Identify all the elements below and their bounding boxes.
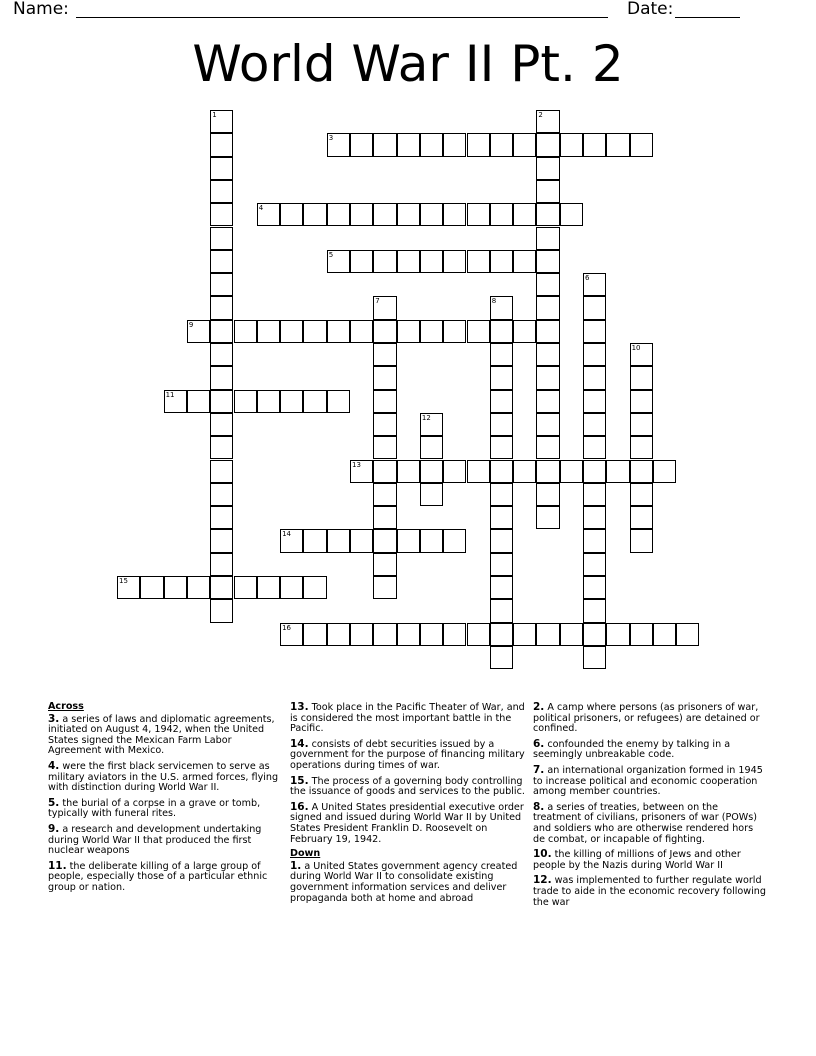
clue-text: a series of laws and diplomatic agreements, initiated on August 4, 1942, when the United States signed the Mexican Farm Labor Agreement with Mexico. xyxy=(48,713,275,757)
grid-cell[interactable] xyxy=(443,623,466,646)
grid-cell[interactable] xyxy=(467,203,490,226)
grid-cell[interactable] xyxy=(257,576,280,599)
grid-cell[interactable] xyxy=(513,250,536,273)
grid-cell[interactable] xyxy=(467,250,490,273)
grid-cell[interactable] xyxy=(420,413,443,436)
grid-cell[interactable] xyxy=(513,623,536,646)
grid-cell[interactable] xyxy=(373,203,396,226)
clue-number: 8 xyxy=(491,297,497,306)
grid-cell[interactable] xyxy=(210,390,233,413)
clue-label: 14. xyxy=(290,737,309,750)
grid-cell[interactable] xyxy=(583,623,606,646)
grid-cell[interactable] xyxy=(653,623,676,646)
grid-cell[interactable] xyxy=(630,366,653,389)
grid-cell[interactable] xyxy=(210,110,233,133)
grid-cell[interactable] xyxy=(350,203,373,226)
grid-cell[interactable] xyxy=(536,343,559,366)
grid-cell[interactable] xyxy=(210,227,233,250)
clue-number: 10 xyxy=(631,344,641,352)
grid-cell[interactable] xyxy=(606,623,629,646)
grid-cell[interactable] xyxy=(443,529,466,552)
grid-cell[interactable] xyxy=(583,553,606,576)
clue-label: 16. xyxy=(290,800,309,813)
clue-number: 13 xyxy=(352,460,361,469)
grid-cell[interactable] xyxy=(117,576,140,599)
grid-cell[interactable] xyxy=(583,273,606,296)
grid-cell[interactable] xyxy=(583,390,606,413)
grid-cell[interactable] xyxy=(443,320,466,343)
clue-label: 2. xyxy=(533,701,545,713)
clue xyxy=(48,798,283,820)
grid-cell[interactable] xyxy=(303,390,326,413)
clue-label: 11. xyxy=(48,859,67,872)
grid-cell[interactable] xyxy=(630,623,653,646)
grid-cell[interactable] xyxy=(513,320,536,343)
grid-cell[interactable] xyxy=(373,343,396,366)
grid-cell[interactable] xyxy=(397,250,420,273)
grid-cell[interactable] xyxy=(327,390,350,413)
grid-cell[interactable] xyxy=(490,413,513,436)
grid-cell[interactable] xyxy=(630,506,653,529)
grid-cell[interactable] xyxy=(630,133,653,156)
grid-cell[interactable] xyxy=(583,296,606,319)
clue-label: 6. xyxy=(533,737,545,750)
grid-cell[interactable] xyxy=(490,553,513,576)
grid-cell[interactable] xyxy=(303,529,326,552)
grid-cell[interactable] xyxy=(373,553,396,576)
grid-cell[interactable] xyxy=(560,623,583,646)
grid-cell[interactable] xyxy=(210,250,233,273)
grid-cell[interactable] xyxy=(630,529,653,552)
grid-cell[interactable] xyxy=(373,483,396,506)
grid-cell[interactable] xyxy=(210,157,233,180)
grid-cell[interactable] xyxy=(303,576,326,599)
grid-cell[interactable] xyxy=(443,203,466,226)
grid-cell[interactable] xyxy=(443,133,466,156)
grid-cell[interactable] xyxy=(373,576,396,599)
grid-cell[interactable] xyxy=(210,436,233,459)
grid-cell[interactable] xyxy=(467,623,490,646)
clue-label: 13. xyxy=(290,701,309,713)
grid-cell[interactable] xyxy=(420,436,443,459)
grid-cell[interactable] xyxy=(513,203,536,226)
grid-cell[interactable] xyxy=(583,506,606,529)
clue xyxy=(290,802,525,845)
grid-cell[interactable] xyxy=(327,203,350,226)
grid-cell[interactable] xyxy=(350,529,373,552)
grid-cell[interactable] xyxy=(210,343,233,366)
grid-cell[interactable] xyxy=(164,390,187,413)
clue xyxy=(533,765,768,798)
grid-cell[interactable] xyxy=(630,460,653,483)
clue xyxy=(290,776,525,798)
clue-number: 15 xyxy=(119,577,128,585)
grid-cell[interactable] xyxy=(397,623,420,646)
grid-cell[interactable] xyxy=(397,320,420,343)
grid-cell[interactable] xyxy=(467,133,490,156)
grid-cell[interactable] xyxy=(280,623,303,646)
grid-cell[interactable] xyxy=(583,436,606,459)
clue-text: A United States presidential executive order signed and issued during World War II by United States President Franklin D. Roosevelt on February 19, 1942. xyxy=(290,801,524,845)
grid-cell[interactable] xyxy=(210,180,233,203)
clue-text: the burial of a corpse in a grave or tomb, typically with funeral rites. xyxy=(48,797,261,820)
clue-number: 3 xyxy=(328,134,334,143)
grid-cell[interactable] xyxy=(490,576,513,599)
grid-cell[interactable] xyxy=(234,576,257,599)
clue-text: an international organization formed in 1945 to increase political and economic cooperation among member countries. xyxy=(533,764,763,798)
grid-cell[interactable] xyxy=(373,529,396,552)
page-title: World War II Pt. 2 xyxy=(192,35,624,93)
clue-number: 1 xyxy=(212,111,217,119)
grid-cell[interactable] xyxy=(420,203,443,226)
grid-cell[interactable] xyxy=(327,250,350,273)
grid-cell[interactable] xyxy=(420,529,443,552)
grid-cell[interactable] xyxy=(373,413,396,436)
clue-text: a series of treaties, between on the treatment of civilians, prisoners of war (POWs) and soldiers who are otherwise rendered hors de combat, or incapable of fighting. xyxy=(533,801,758,845)
grid-cell[interactable] xyxy=(280,390,303,413)
clue xyxy=(533,849,768,871)
clue xyxy=(290,861,525,904)
grid-cell[interactable] xyxy=(210,506,233,529)
grid-cell[interactable] xyxy=(490,203,513,226)
clue xyxy=(290,702,525,735)
grid-cell[interactable] xyxy=(210,296,233,319)
grid-cell[interactable] xyxy=(536,180,559,203)
grid-cell[interactable] xyxy=(653,460,676,483)
grid-cell[interactable] xyxy=(397,529,420,552)
across-heading: Across xyxy=(48,701,84,712)
clue-number: 7 xyxy=(375,297,380,306)
clue xyxy=(533,875,768,908)
grid-cell[interactable] xyxy=(606,460,629,483)
grid-cell[interactable] xyxy=(373,390,396,413)
grid-cell[interactable] xyxy=(630,413,653,436)
clue-label: 4. xyxy=(48,759,60,772)
grid-cell[interactable] xyxy=(327,623,350,646)
grid-cell[interactable] xyxy=(583,413,606,436)
grid-cell[interactable] xyxy=(210,320,233,343)
clue xyxy=(290,739,525,772)
clue-text: confounded the enemy by talking in a seemingly unbreakable code. xyxy=(533,738,731,761)
clue xyxy=(533,702,768,735)
grid-cell[interactable] xyxy=(536,157,559,180)
grid-cell[interactable] xyxy=(560,133,583,156)
grid-cell[interactable] xyxy=(420,623,443,646)
grid-cell[interactable] xyxy=(420,133,443,156)
grid-cell[interactable] xyxy=(164,576,187,599)
grid-cell[interactable] xyxy=(490,366,513,389)
clue xyxy=(48,824,283,857)
grid-cell[interactable] xyxy=(513,460,536,483)
grid-cell[interactable] xyxy=(420,320,443,343)
grid-cell[interactable] xyxy=(583,133,606,156)
grid-cell[interactable] xyxy=(536,460,559,483)
clue-text: a research and development undertaking during World War II that produced the first nuclear weapons xyxy=(48,823,262,857)
clue-number: 14 xyxy=(282,530,292,539)
grid-cell[interactable] xyxy=(443,250,466,273)
grid-cell[interactable] xyxy=(467,460,490,483)
clue-text: A camp where persons (as prisoners of war, political prisoners, or refugees) are detained or confined. xyxy=(533,702,760,735)
grid-cell[interactable] xyxy=(536,436,559,459)
grid-cell[interactable] xyxy=(373,460,396,483)
grid-cell[interactable] xyxy=(187,576,210,599)
clue-text: The process of a governing body controlling the issuance of goods and services to the public. xyxy=(290,775,525,798)
clue-text: the killing of millions of Jews and other people by the Nazis during World War II xyxy=(533,849,741,871)
clue-number: 5 xyxy=(328,250,334,259)
clue-label: 3. xyxy=(48,712,60,725)
grid-cell[interactable] xyxy=(536,250,559,273)
grid-cell[interactable] xyxy=(583,599,606,622)
grid-cell[interactable] xyxy=(536,366,559,389)
grid-cell[interactable] xyxy=(583,320,606,343)
clue xyxy=(48,861,283,894)
clue-text: was implemented to further regulate world trade to aide in the economic recovery following the war xyxy=(533,875,766,908)
grid-cell[interactable] xyxy=(303,320,326,343)
grid-cell[interactable] xyxy=(536,483,559,506)
grid-cell[interactable] xyxy=(280,203,303,226)
grid-cell[interactable] xyxy=(373,366,396,389)
clue xyxy=(533,802,768,845)
clue-text: were the first black servicemen to serve as military aviators in the U.S. armed forces, flying with distinction during World War II. xyxy=(48,760,279,794)
clues-column-3 xyxy=(533,702,768,912)
grid-cell[interactable] xyxy=(373,250,396,273)
grid-cell[interactable] xyxy=(257,203,280,226)
grid-cell[interactable] xyxy=(303,203,326,226)
grid-cell[interactable] xyxy=(280,529,303,552)
grid-cell[interactable] xyxy=(490,529,513,552)
grid-cell[interactable] xyxy=(583,529,606,552)
grid-cell[interactable] xyxy=(373,133,396,156)
grid-cell[interactable] xyxy=(676,623,699,646)
grid-cell[interactable] xyxy=(490,250,513,273)
clue-text: a United States government agency created during World War II to consolidate existing government information services and deliver propaganda both at home and abroad xyxy=(290,860,518,904)
grid-cell[interactable] xyxy=(373,320,396,343)
clue-text: consists of debt securities issued by a government for the purpose of financing military operations during times of war. xyxy=(290,738,525,771)
grid-cell[interactable] xyxy=(490,599,513,622)
grid-cell[interactable] xyxy=(420,460,443,483)
grid-cell[interactable] xyxy=(536,296,559,319)
clue-label: 10. xyxy=(533,848,552,861)
grid-cell[interactable] xyxy=(536,227,559,250)
grid-cell[interactable] xyxy=(373,436,396,459)
clue-number: 4 xyxy=(258,204,264,213)
grid-cell[interactable] xyxy=(373,296,396,319)
clue-label: 5. xyxy=(48,796,60,809)
grid-cell[interactable] xyxy=(234,390,257,413)
grid-cell[interactable] xyxy=(187,320,210,343)
grid-cell[interactable] xyxy=(210,529,233,552)
clue-number: 9 xyxy=(188,320,194,329)
grid-cell[interactable] xyxy=(443,460,466,483)
clue-number: 11 xyxy=(165,390,175,399)
grid-cell[interactable] xyxy=(327,133,350,156)
grid-cell[interactable] xyxy=(397,133,420,156)
clue-label: 8. xyxy=(533,800,545,813)
grid-cell[interactable] xyxy=(536,413,559,436)
clue xyxy=(48,761,283,794)
name-label: Name: xyxy=(13,0,69,19)
grid-cell[interactable] xyxy=(467,320,490,343)
grid-cell[interactable] xyxy=(234,320,257,343)
clue-label: 1. xyxy=(290,859,302,872)
grid-cell[interactable] xyxy=(583,483,606,506)
grid-cell[interactable] xyxy=(583,366,606,389)
grid-cell[interactable] xyxy=(397,460,420,483)
grid-cell[interactable] xyxy=(210,413,233,436)
grid-cell[interactable] xyxy=(560,203,583,226)
clue-label: 12. xyxy=(533,874,552,887)
grid-cell[interactable] xyxy=(210,553,233,576)
grid-cell[interactable] xyxy=(257,390,280,413)
grid-cell[interactable] xyxy=(420,483,443,506)
grid-cell[interactable] xyxy=(630,483,653,506)
grid-cell[interactable] xyxy=(536,203,559,226)
grid-cell[interactable] xyxy=(490,460,513,483)
grid-cell[interactable] xyxy=(490,320,513,343)
clue-number: 2 xyxy=(538,111,543,119)
grid-cell[interactable] xyxy=(350,460,373,483)
grid-cell[interactable] xyxy=(210,460,233,483)
grid-cell[interactable] xyxy=(536,506,559,529)
clue-label: 7. xyxy=(533,763,545,776)
grid-cell[interactable] xyxy=(187,390,210,413)
grid-cell[interactable] xyxy=(630,390,653,413)
down-heading: Down xyxy=(290,848,321,860)
grid-cell[interactable] xyxy=(490,296,513,319)
grid-cell[interactable] xyxy=(490,646,513,669)
grid-cell[interactable] xyxy=(397,203,420,226)
grid-cell[interactable] xyxy=(210,576,233,599)
grid-cell[interactable] xyxy=(420,250,443,273)
grid-cell[interactable] xyxy=(630,436,653,459)
grid-cell[interactable] xyxy=(280,320,303,343)
grid-cell[interactable] xyxy=(490,483,513,506)
grid-cell[interactable] xyxy=(303,623,326,646)
clue-text: the deliberate killing of a large group of people, especially those of a particular ethnic group or nation. xyxy=(48,860,268,893)
clues-column-1 xyxy=(48,702,283,898)
grid-cell[interactable] xyxy=(327,320,350,343)
grid-cell[interactable] xyxy=(373,623,396,646)
clues-column-2 xyxy=(290,702,525,908)
grid-cell[interactable] xyxy=(350,320,373,343)
clue-number: 12 xyxy=(421,413,431,422)
grid-cell[interactable] xyxy=(513,133,536,156)
grid-cell[interactable] xyxy=(140,576,163,599)
grid-cell[interactable] xyxy=(583,646,606,669)
grid-cell[interactable] xyxy=(606,133,629,156)
grid-cell[interactable] xyxy=(280,576,303,599)
grid-cell[interactable] xyxy=(560,460,583,483)
grid-cell[interactable] xyxy=(350,133,373,156)
clue-number: 16 xyxy=(282,623,292,632)
grid-cell[interactable] xyxy=(536,133,559,156)
grid-cell[interactable] xyxy=(350,250,373,273)
grid-cell[interactable] xyxy=(327,529,350,552)
grid-cell[interactable] xyxy=(583,576,606,599)
grid-cell[interactable] xyxy=(490,343,513,366)
grid-cell[interactable] xyxy=(210,133,233,156)
grid-cell[interactable] xyxy=(490,506,513,529)
grid-cell[interactable] xyxy=(490,133,513,156)
grid-cell[interactable] xyxy=(257,320,280,343)
clue xyxy=(533,739,768,761)
grid-cell[interactable] xyxy=(536,623,559,646)
grid-cell[interactable] xyxy=(210,203,233,226)
date-label: Date: xyxy=(627,0,674,19)
grid-cell[interactable] xyxy=(536,110,559,133)
clue-label: 15. xyxy=(290,774,309,787)
clue xyxy=(48,714,283,757)
grid-cell[interactable] xyxy=(373,506,396,529)
grid-cell[interactable] xyxy=(350,623,373,646)
grid-cell[interactable] xyxy=(583,460,606,483)
grid-cell[interactable] xyxy=(490,623,513,646)
clue-label: 9. xyxy=(48,822,60,835)
grid-cell[interactable] xyxy=(490,390,513,413)
clue-text: Took place in the Pacific Theater of War, and is considered the most important battle in the Pacific. xyxy=(290,702,525,735)
grid-cell[interactable] xyxy=(536,273,559,296)
grid-cell[interactable] xyxy=(536,320,559,343)
grid-cell[interactable] xyxy=(210,483,233,506)
grid-cell[interactable] xyxy=(210,273,233,296)
clue-number: 6 xyxy=(585,274,590,283)
grid-cell[interactable] xyxy=(490,436,513,459)
grid-cell[interactable] xyxy=(210,366,233,389)
grid-cell[interactable] xyxy=(583,343,606,366)
grid-cell[interactable] xyxy=(536,390,559,413)
grid-cell[interactable] xyxy=(630,343,653,366)
grid-cell[interactable] xyxy=(210,599,233,622)
